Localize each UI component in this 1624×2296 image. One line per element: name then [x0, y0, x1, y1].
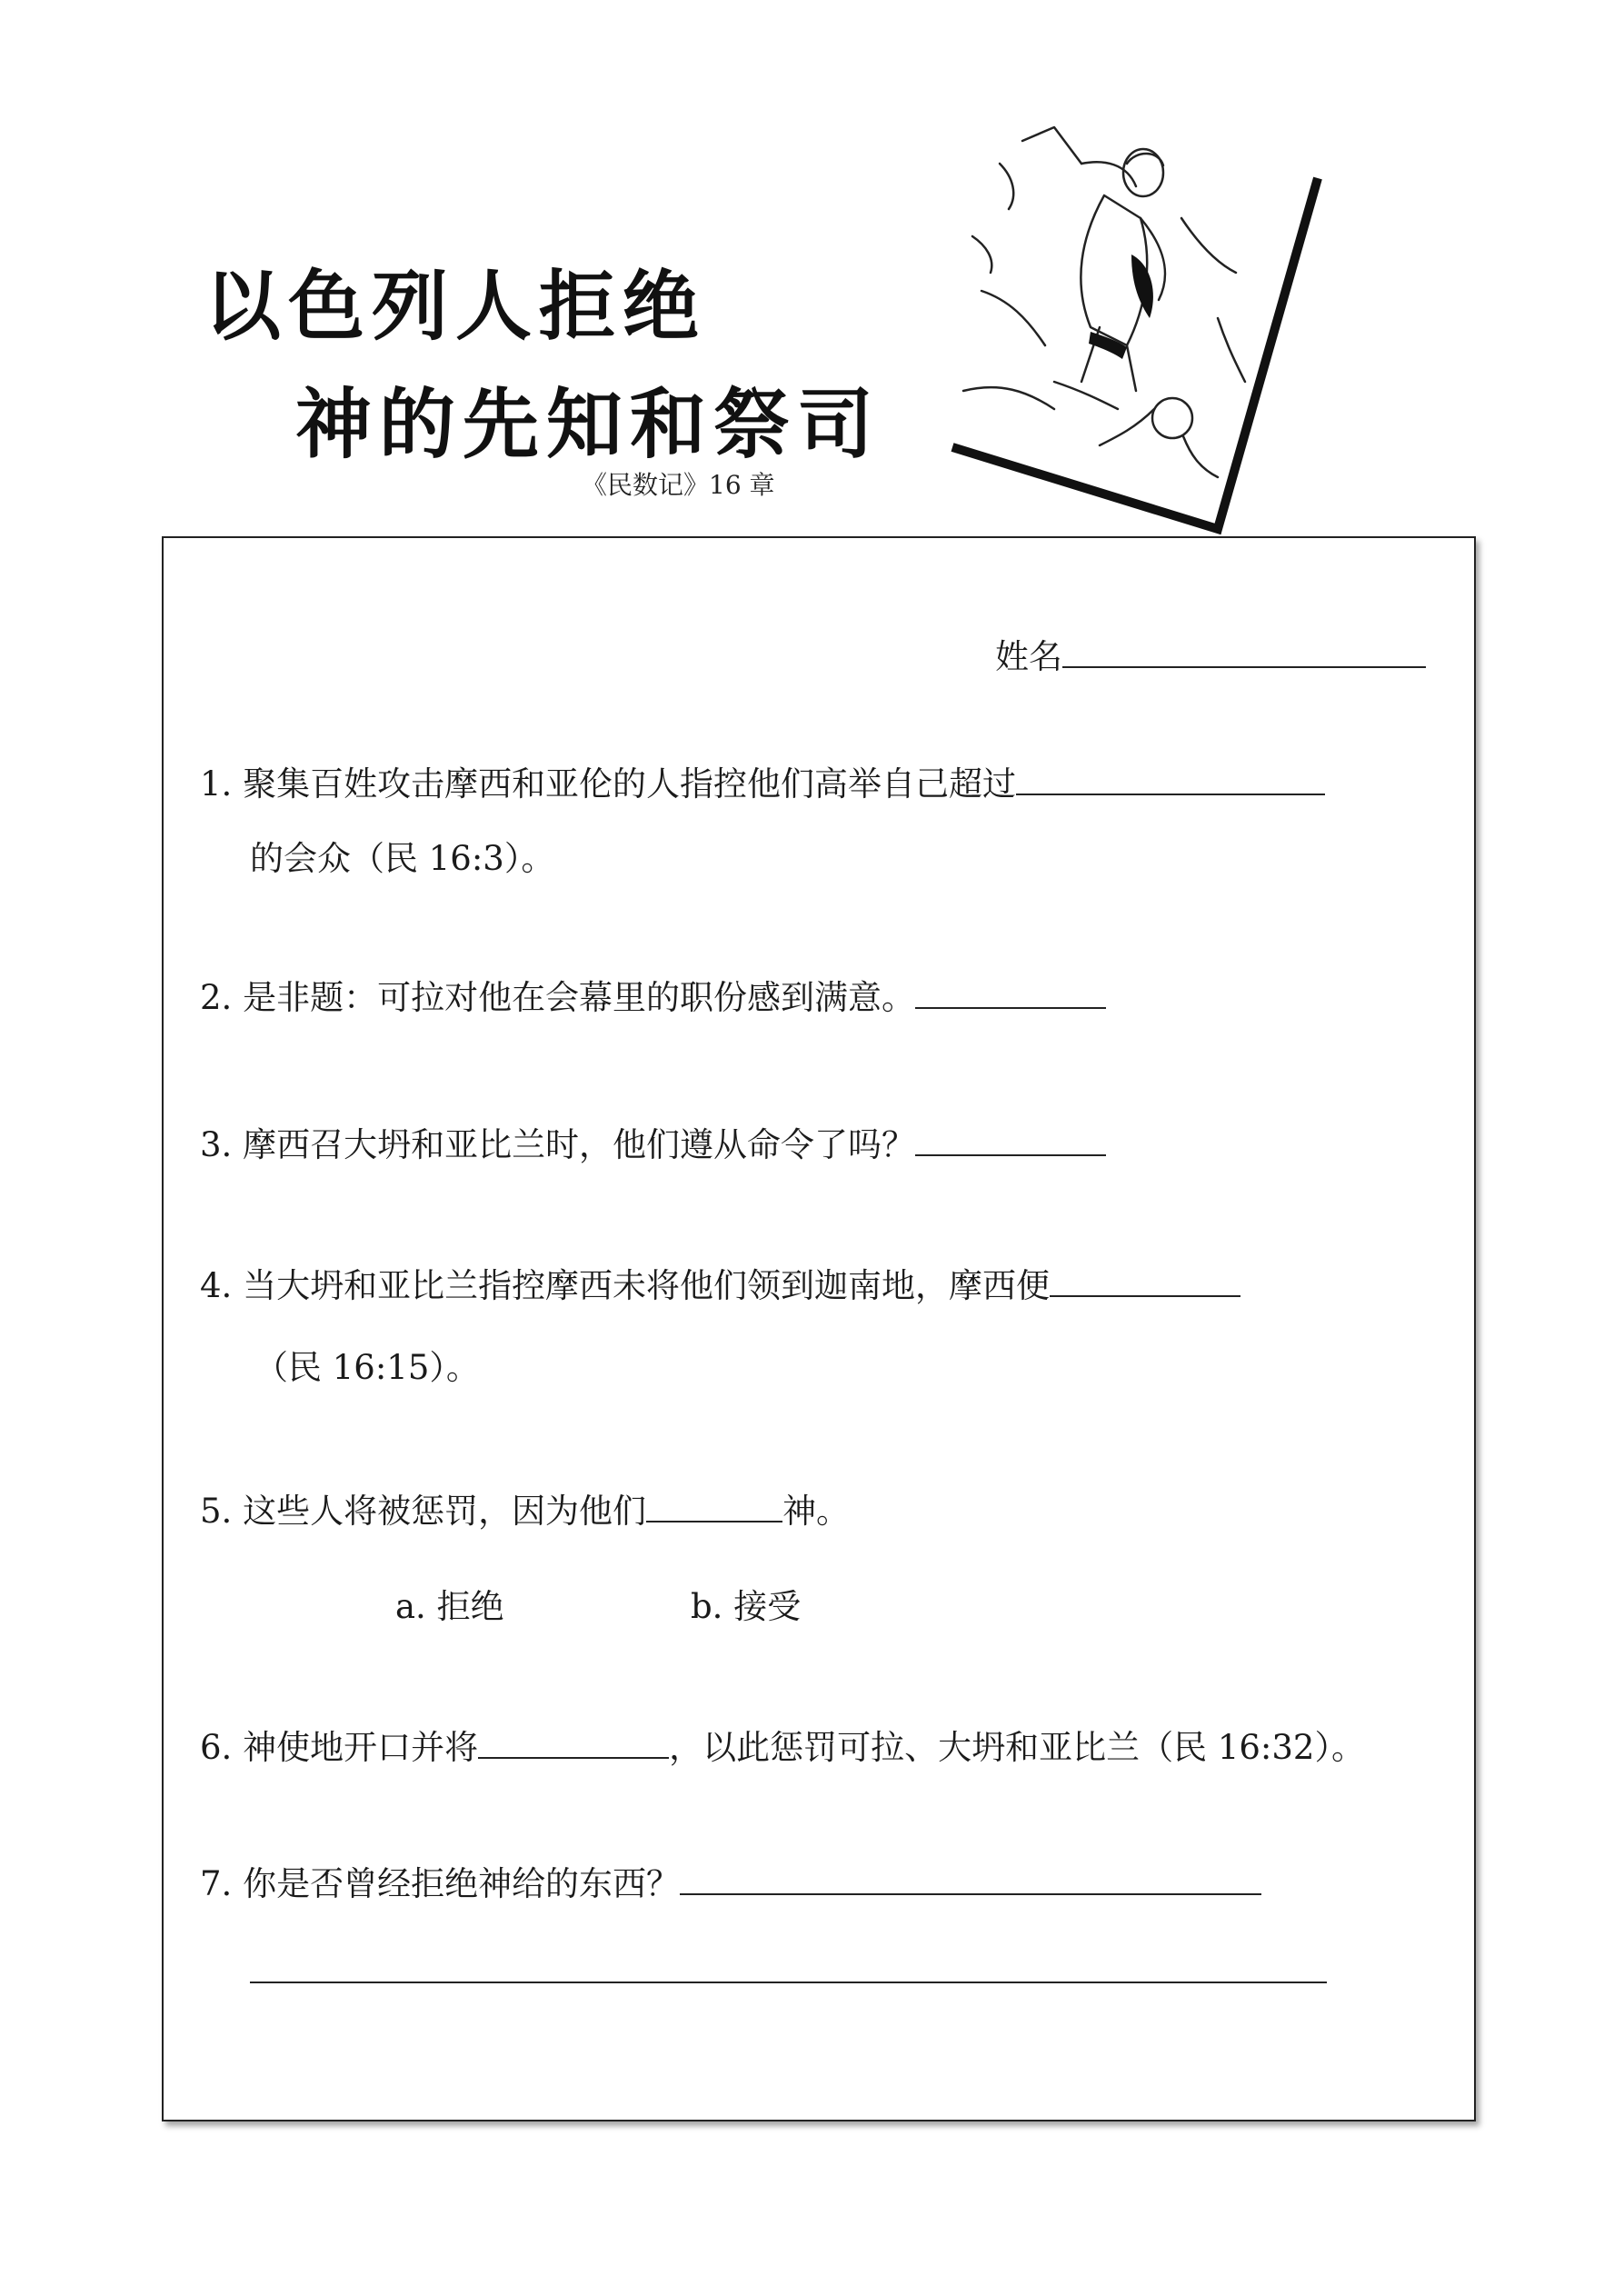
scripture-reference: 《民数记》16 章 [582, 470, 775, 500]
question-4-blank[interactable] [1050, 1268, 1240, 1297]
question-1-text: 1. 聚集百姓攻击摩西和亚伦的人指控他们高举自己超过 [200, 764, 1017, 804]
question-6-text-after: ，以此惩罚可拉、大坍和亚比兰（民 16:32）。 [669, 1728, 1365, 1767]
question-4 [200, 1258, 1240, 1307]
question-6 [200, 1720, 1365, 1769]
question-5 [200, 1483, 850, 1532]
name-field-row [995, 629, 1426, 678]
question-5-option-a[interactable]: a. 拒绝 [395, 1587, 504, 1626]
question-7 [200, 1856, 1261, 1905]
name-blank[interactable] [1062, 639, 1426, 668]
question-5-option-b[interactable]: b. 接受 [691, 1587, 802, 1626]
question-3-blank[interactable] [915, 1127, 1106, 1156]
question-7-answer-line[interactable] [250, 1954, 1327, 1983]
question-7-text: 7. 你是否曾经拒绝神给的东西？ [200, 1864, 681, 1903]
question-1 [200, 756, 1325, 805]
question-3 [200, 1117, 1106, 1166]
question-4-continuation: （民 16:15）。 [254, 1348, 480, 1387]
question-5-text-after: 神。 [782, 1492, 851, 1531]
question-5-text-before: 5. 这些人将被惩罚，因为他们 [200, 1492, 647, 1531]
question-6-text-before: 6. 神使地开口并将 [200, 1728, 479, 1767]
question-2 [200, 970, 1106, 1019]
page-title-line-1: 以色列人拒绝 [204, 262, 707, 351]
question-2-text: 2. 是非题：可拉对他在会幕里的职份感到满意。 [200, 978, 916, 1017]
question-5-blank[interactable] [646, 1493, 782, 1522]
worksheet-panel [162, 536, 1476, 2121]
question-1-blank[interactable] [1016, 766, 1325, 795]
question-6-blank[interactable] [478, 1730, 669, 1759]
question-4-text: 4. 当大坍和亚比兰指控摩西未将他们领到迦南地，摩西便 [200, 1266, 1051, 1305]
question-3-text: 3. 摩西召大坍和亚比兰时，他们遵从命令了吗？ [200, 1125, 916, 1164]
question-7-blank[interactable] [680, 1866, 1261, 1895]
question-2-blank[interactable] [915, 980, 1106, 1009]
illustration-image [945, 109, 1327, 536]
question-1-continuation: 的会众（民 16:3）。 [250, 839, 555, 878]
page-title-line-2: 神的先知和祭司 [295, 380, 882, 469]
name-label: 姓名 [995, 637, 1062, 676]
